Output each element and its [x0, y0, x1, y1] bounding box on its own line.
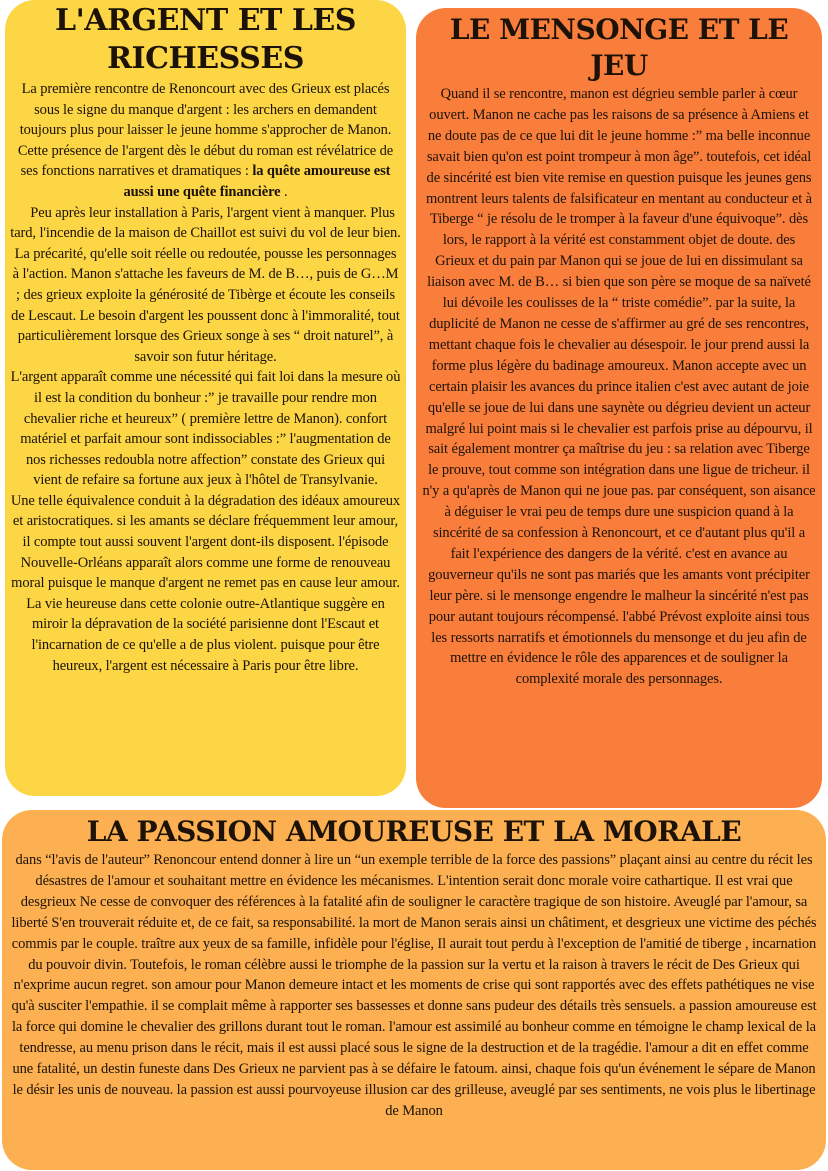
argent-text [10, 79, 401, 676]
argent-text-end: . Peu après leur installation à Paris, l'argent vient à manquer. Plus tard, l'incendie de la maison de Chaillot est suivi du vol de leur bien. La précarité, qu'elle soit réelle ou redoutée, pousse les personnages à l'action. Manon s'attache les faveurs de M. de B…, puis de G…M ; des grieux exploite la générosité de Tibèrge et écoute les conseils de Lescaut. Le besoin d'argent les poussent donc à l'immoralité, tout particulièrement lorsque des Grieux songe à ses “ droit naturel”, à savoir son futur héritage. L'argent apparaît comme une nécessité qui fait loi dans la mesure où il est la condition du bonheur :” je travaille pour rendre mon chevalier riche et heureux” ( première lettre de Manon). confort matériel et parfait amour sont indissociables :” l'augmentation de nos richesses redoubla notre affection” constate des Grieux qui vient de refaire sa fortune aux jeux à l'hôtel de Transylvanie. Une telle équivalence conduit à la dégradation des idéaux amoureux et aristocratiques. si les amants se déclare fréquemment leur amour, il compte tout aussi souvent l'argent dont-ils disposent. l'épisode Nouvelle-Orléans apparaît alors comme une forme de renouveau moral puisque le manque d'argent ne remet pas en cause leur amour. La vie heureuse dans cette colonie outre-Atlantique suggère en miroir la dépravation de la société parisienne dont l'Escaut et l'incarnation de ce qu'elle a de plus violent. puisque pour être heureux, l'argent est nécessaire à Paris pour être libre. [10, 183, 401, 674]
passion-title: LA PASSION AMOUREUSE ET LA MORALE [86, 815, 742, 848]
passion-text: dans “l'avis de l'auteur” Renoncour entend donner à lire un “un exemple terrible de la force des passions” plaçant ainsi au centre du récit les désastres de l'amour et souhaitant mettre en évidence les mécanismes. L'intention serait donc morale voire cathartique. Il est vrai que desgrieux Ne cesse de convoquer des références à la fatalité afin de souligner le caractère tragique de son histoire. Aveuglé par l'amour, sa liberté S'en trouverait réduite et, de ce fait, sa responsabilité. la mort de Manon serais ainsi un châtiment, et desgrieux une victime des péchés commis par le couple. traître aux yeux de sa famille, infidèle pour l'église, Il aurait tout perdu à l'exception de l'amitié de tiberge , incarnation du pouvoir divin. Toutefois, le roman célèbre aussi le triomphe de la passion sur la vertu et la raison à travers le récit de Des Grieux qui n'exprime aucun regret. son amour pour Manon demeure intact et les moments de crise qui sont rapportés avec des effets pathétiques ne vise qu'à susciter l'empathie. il se complait même à rapporter ses bassesses et donne sans pudeur des détails très sensuels. a passion amoureuse est la force qui domine le chevalier des grillons durant tout le roman. l'amour est assimilé au bonheur comme en témoigne le champ lexical de la tendresse, au menu prison dans le récit, mais il est aussi placé sous le signe de la destruction et de la tragédie. l'amour a dit en effet comme une fatalité, un destin funeste dans Des Grieux ne parvient pas à se défaire le fatoum. ainsi, chaque fois qu'un événement le sépare de Manon le désir les unis de nouveau. la passion est aussi pourvoyeuse illusion car des grilleuse, aveuglé par ses sentiments, ne vois plus le libertinage de Manon [11, 852, 817, 1119]
argent-title: L'ARGENT ET LES RICHESSES [55, 3, 356, 76]
mensonge-panel [416, 8, 822, 808]
argent-text-start: La première rencontre de Renoncourt avec des Grieux est placés sous le signe du manque d'argent : les archers en demandent toujours plus pour laisser le jeune homme s'approcher de Manon. Cette présence de l'argent dès le début du roman est révélatrice de ses fonctions narratives et dramatiques : [17, 81, 394, 180]
mensonge-title: LE MENSONGE ET LE JEU [449, 13, 789, 82]
argent-emphasis: la quête amoureuse est aussi une quête financière [123, 163, 391, 200]
passion-panel [2, 810, 826, 1170]
mensonge-text: Quand il se rencontre, manon est dégrieu semble parler à cœur ouvert. Manon ne cache pas les raisons de sa présence à Amiens et ne doute pas de ce que lui dit le jeune homme :” ma belle inconnue savait bien qu'on est point trompeur à mon âge”. toutefois, cet idéal de sincérité est bien vite remise en question puisque les jeunes gens montrent leurs talents de falsificateur en mentant au conducteur et à Tiberge “ je résolu de le tromper à la faveur d'une équivoque”. dès lors, le rapport à la vérité est constamment objet de doute. des Grieux et du pain par Manon qui se joue de lui en dissimulant sa liaison avec M. de B… si bien que son père se moque de sa naïveté lui dévoile les coulisses de la “ triste comédie”. par la suite, la duplicité de Manon ne cesse de s'affirmer au gré de ses rencontres, mettant chaque fois le chevalier au désespoir. le jour prend aussi la forme plus légère du badinage amoureux. Manon accepte avec un certain plaisir les avances du prince italien c'est avec autant de joie qu'elle se joue de lui dans une saynète ou dégrieu devient un acteur malgré lui point mais si le chevalier est parfois prise au dépourvu, il sait également montrer ça maîtrise du jeu : sa relation avec Tiberge le prouve, tout comme son intégration dans une ligue de tricheur. il n'y a qu'après de Manon qui ne joue pas. par conséquent, son aisance à déguiser le vrai peu de temps dure une suspicion quand à la sincérité de sa confession à Renoncourt, et ce d'autant plus qu'il a fait l'expérience des dangers de la vérité. c'est en avance au gouverneur qu'ils ne sont pas mariés que les amants vont précipiter leur père. si le mensonge engendre le malheur la sincérité n'est pas pour autant toujours récompensé. l'abbé Prévost exploite ainsi tous les ressorts narratifs et émotionnels du mensonge et du jeu afin de mettre en évidence le rôle des apparences et de souligner la complexité morale des personnages. [422, 86, 816, 688]
argent-panel [5, 0, 406, 796]
